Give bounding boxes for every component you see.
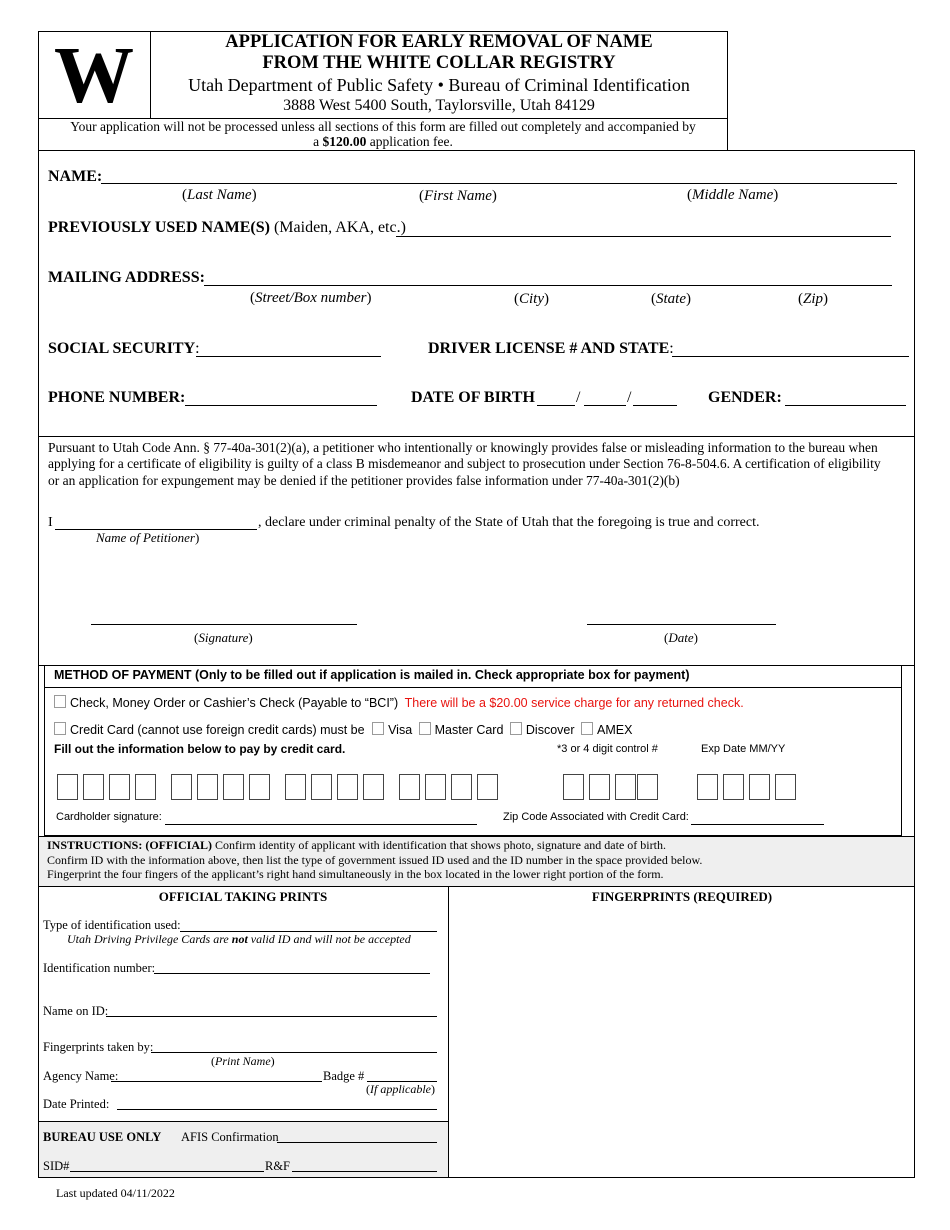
print-name-caption: (Print Name) bbox=[211, 1054, 275, 1068]
last-name-caption: (Last Name) bbox=[182, 187, 257, 203]
afis-label: AFIS Confirmation bbox=[181, 1130, 279, 1144]
date-caption: (Date) bbox=[664, 630, 698, 645]
title-line-2: FROM THE WHITE COLLAR REGISTRY bbox=[262, 53, 616, 73]
rf-label: R&F bbox=[265, 1159, 291, 1173]
signature-caption: (Signature) bbox=[194, 630, 253, 645]
name-on-id-label: Name on ID: bbox=[43, 1004, 109, 1018]
dl-label: DRIVER LICENSE # AND STATE: bbox=[428, 340, 674, 357]
agency-name-field[interactable] bbox=[111, 1081, 322, 1082]
statute-text: Pursuant to Utah Code Ann. § 77-40a-301(2)(a), a petitioner who intentionally or knowingly provides false or misleading information to the bureau when applying for a certificate of eligibility is guilty of a class B misdemeanor and subject to prosecution under Section 76-8-504.6. A certification of eligibility or an application for expungement may be denied if the petitioner provides false information under 77-40a-301(2)(b) bbox=[48, 440, 881, 488]
exp-digit-box[interactable] bbox=[749, 774, 770, 800]
form-title bbox=[150, 32, 728, 115]
state-caption: (State) bbox=[651, 291, 691, 307]
name-on-id-field[interactable] bbox=[106, 1016, 437, 1017]
card-digit-box[interactable] bbox=[249, 774, 270, 800]
gender-label: GENDER: bbox=[708, 389, 782, 406]
exp-digit-box[interactable] bbox=[775, 774, 796, 800]
title-line-1: APPLICATION FOR EARLY REMOVAL OF NAME bbox=[225, 32, 653, 52]
zip-caption: (Zip) bbox=[798, 291, 829, 307]
dob-slash-2: / bbox=[627, 389, 632, 406]
card-digit-box[interactable] bbox=[109, 774, 130, 800]
declaration-text: , declare under criminal penalty of the State of Utah that the foregoing is true and correct. bbox=[258, 515, 760, 530]
afis-field[interactable] bbox=[277, 1142, 437, 1143]
gender-field[interactable] bbox=[785, 405, 906, 406]
date-field[interactable] bbox=[587, 624, 776, 625]
control-digit-box[interactable] bbox=[563, 774, 584, 800]
card-digit-box[interactable] bbox=[337, 774, 358, 800]
instructions-text bbox=[47, 838, 907, 882]
card-digit-box[interactable] bbox=[311, 774, 332, 800]
city-caption: (City) bbox=[514, 291, 549, 307]
exp-date-label: Exp Date MM/YY bbox=[701, 743, 786, 755]
fill-out-instruction: Fill out the information below to pay by credit card. bbox=[54, 742, 346, 756]
exp-digit-box[interactable] bbox=[723, 774, 744, 800]
card-digit-box[interactable] bbox=[363, 774, 384, 800]
cardholder-signature-field[interactable] bbox=[165, 824, 477, 825]
date-printed-field[interactable] bbox=[117, 1109, 437, 1110]
returned-check-warning: There will be a $20.00 service charge for any returned check. bbox=[404, 696, 744, 710]
id-type-label: Type of identification used: bbox=[43, 918, 181, 932]
card-digit-box[interactable] bbox=[171, 774, 192, 800]
sid-field[interactable] bbox=[70, 1171, 264, 1172]
name-field[interactable] bbox=[101, 183, 897, 184]
card-digit-box[interactable] bbox=[57, 774, 78, 800]
official-title: OFFICIAL TAKING PRINTS bbox=[158, 889, 328, 904]
card-digit-box[interactable] bbox=[223, 774, 244, 800]
fee-notice-line2: a $120.00 application fee. bbox=[313, 134, 453, 149]
sid-label: SID# bbox=[43, 1159, 70, 1173]
card-digit-box[interactable] bbox=[451, 774, 472, 800]
street-caption: (Street/Box number) bbox=[250, 290, 372, 306]
card-digit-box[interactable] bbox=[285, 774, 306, 800]
instructions-line-1: INSTRUCTIONS: (OFFICIAL) Confirm identity of applicant with identification that shows photo, signature and date of birth. bbox=[47, 838, 666, 852]
bureau-use-label: BUREAU USE ONLY bbox=[43, 1130, 162, 1144]
credit-option: Credit Card (cannot use foreign credit cards) must be Visa Master Card Discover AMEX bbox=[54, 722, 632, 737]
credit-checkbox[interactable] bbox=[54, 722, 66, 735]
agency-name: Utah Department of Public Safety • Bureau of Criminal Identification bbox=[188, 75, 690, 95]
fee-notice-line1: Your application will not be processed unless all sections of this form are filled out completely and accompanied by bbox=[70, 119, 696, 134]
registry-logo: W bbox=[54, 32, 134, 120]
taken-by-field[interactable] bbox=[151, 1052, 437, 1053]
ssn-field[interactable] bbox=[196, 356, 381, 357]
lower-top-line bbox=[38, 886, 915, 887]
discover-checkbox[interactable] bbox=[510, 722, 522, 735]
prev-names-field[interactable] bbox=[396, 236, 891, 237]
dob-label: DATE OF BIRTH bbox=[411, 389, 535, 406]
dob-day-field[interactable] bbox=[584, 405, 626, 406]
instructions-line-3: Fingerprint the four fingers of the applicant’s right hand simultaneously in the box located in the lower right portion of the form. bbox=[47, 867, 664, 881]
fingerprint-area[interactable] bbox=[452, 906, 910, 1174]
cardholder-signature-label: Cardholder signature: bbox=[56, 811, 162, 823]
control-digit-box[interactable] bbox=[589, 774, 610, 800]
fingerprints-title: FINGERPRINTS (REQUIRED) bbox=[591, 889, 773, 904]
phone-field[interactable] bbox=[185, 405, 377, 406]
card-digit-box[interactable] bbox=[425, 774, 446, 800]
taken-by-label: Fingerprints taken by: bbox=[43, 1040, 154, 1054]
badge-label: Badge # bbox=[323, 1069, 365, 1083]
signature-field[interactable] bbox=[91, 624, 357, 625]
mailing-address-field[interactable] bbox=[204, 285, 892, 286]
dob-slash-1: / bbox=[576, 389, 581, 406]
payment-header: METHOD OF PAYMENT (Only to be filled out if application is mailed in. Check appropriate box for payment) bbox=[54, 668, 690, 682]
dob-month-field[interactable] bbox=[537, 405, 575, 406]
card-digit-box[interactable] bbox=[135, 774, 156, 800]
middle-name-caption: (Middle Name) bbox=[687, 187, 779, 203]
fee-notice bbox=[38, 119, 728, 149]
first-name-caption: (First Name) bbox=[419, 188, 497, 204]
last-updated: Last updated 04/11/2022 bbox=[56, 1186, 175, 1200]
instructions-line-2: Confirm ID with the information above, then list the type of government issued ID used and the ID number in the space provided below. bbox=[47, 852, 703, 867]
control-digit-box[interactable] bbox=[637, 774, 658, 800]
id-note: Utah Driving Privilege Cards are not valid ID and will not be accepted bbox=[67, 932, 411, 946]
control-digit-box[interactable] bbox=[615, 774, 636, 800]
if-applicable-caption: (If applicable) bbox=[366, 1082, 435, 1096]
section-divider bbox=[38, 436, 915, 437]
date-printed-label: Date Printed: bbox=[43, 1097, 110, 1111]
card-zip-field[interactable] bbox=[691, 824, 824, 825]
petitioner-caption: Name of Petitioner) bbox=[96, 530, 200, 545]
amex-checkbox[interactable] bbox=[581, 722, 593, 735]
control-number-label: *3 or 4 digit control # bbox=[557, 743, 658, 755]
mailing-address-label: MAILING ADDRESS: bbox=[48, 269, 205, 286]
card-digit-box[interactable] bbox=[477, 774, 498, 800]
id-number-label: Identification number: bbox=[43, 961, 156, 975]
prev-names-label: PREVIOUSLY USED NAME(S) (Maiden, AKA, etc.) bbox=[48, 219, 406, 236]
rf-field[interactable] bbox=[292, 1171, 437, 1172]
phone-label: PHONE NUMBER: bbox=[48, 389, 186, 406]
card-digit-box[interactable] bbox=[83, 774, 104, 800]
lower-vertical-divider bbox=[448, 886, 449, 1178]
declaration-i: I bbox=[48, 515, 53, 530]
name-label: NAME: bbox=[48, 168, 103, 185]
id-number-field[interactable] bbox=[154, 973, 430, 974]
fee-amount: $120.00 bbox=[322, 134, 367, 149]
card-digit-box[interactable] bbox=[197, 774, 218, 800]
card-zip-label: Zip Code Associated with Credit Card: bbox=[503, 811, 689, 823]
check-checkbox[interactable] bbox=[54, 695, 66, 708]
ssn-label: SOCIAL SECURITY: bbox=[48, 340, 200, 357]
agency-address: 3888 West 5400 South, Taylorsville, Utah 84129 bbox=[283, 97, 595, 114]
payment-header-divider bbox=[44, 687, 902, 688]
exp-digit-box[interactable] bbox=[697, 774, 718, 800]
agency-name-label: Agency Name: bbox=[43, 1069, 119, 1083]
card-digit-box[interactable] bbox=[399, 774, 420, 800]
check-option: Check, Money Order or Cashier’s Check (Payable to “BCI”) There will be a $20.00 service charge for any returned check. bbox=[54, 695, 744, 710]
visa-checkbox[interactable] bbox=[372, 722, 384, 735]
mastercard-checkbox[interactable] bbox=[419, 722, 431, 735]
dl-field[interactable] bbox=[672, 356, 909, 357]
dob-year-field[interactable] bbox=[633, 405, 677, 406]
